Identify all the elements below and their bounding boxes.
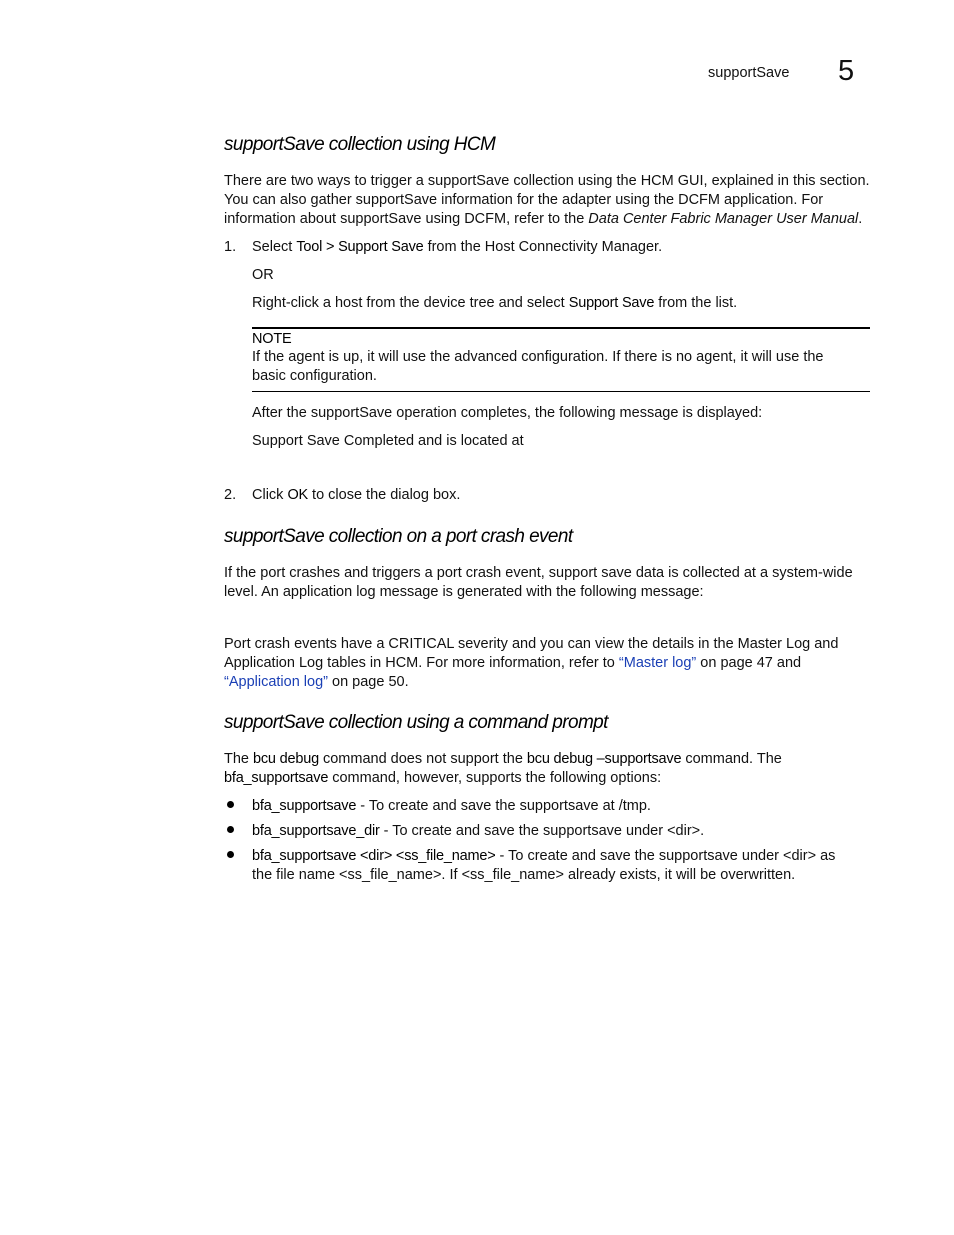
support-save-command: Support Save [568,295,655,311]
port-crash-line-1: If the port crashes and triggers a port crash event, support save data is collected at a system-wide [224,565,853,581]
manual-title: Data Center Fabric Manager User Manual [588,211,859,227]
chapter-number: 5 [838,55,855,87]
after-text: After the supportSave operation completes, the following message is displayed: [252,405,763,421]
bullet-command: bfa_supportsave_dir [252,823,380,839]
severity-line-2: Application Log tables in HCM. For more information, refer to “Master log” on page 47 and [224,655,802,671]
running-title: supportSave [708,65,790,81]
port-crash-line-2: level. An application log message is generated with the following message: [224,584,704,600]
command-intro-line-1: The bcu debug command does not support the bcu debug –supportsave command. The [224,751,782,767]
severity-line-1: Port crash events have a CRITICAL severity and you can view the details in the Master Log and [224,636,839,652]
command-intro-line-2: bfa_supportsave command, however, supports the following options: [224,770,662,786]
step-2-number: 2. [224,487,237,503]
bullet-command: bfa_supportsave <dir> <ss_file_name> [252,848,496,864]
bcu-debug-command: bcu debug [253,751,319,767]
bullet-marker [227,801,234,808]
intro-line-1: There are two ways to trigger a supportSave collection using the HCM GUI, explained in this section. [224,173,870,189]
or-text: OR [252,267,274,283]
step-1-number: 1. [224,239,237,255]
bcu-debug-supportsave-command: bcu debug –supportsave [526,751,682,767]
section-heading-port-crash: supportSave collection on a port crash event [224,526,573,547]
bullet-item: bfa_supportsave_dir - To create and save the supportsave under <dir>. [252,823,705,839]
intro-line-2: You can also gather supportSave information for the adapter using the DCFM application. For [224,192,824,208]
note-line-2: basic configuration. [252,368,377,384]
step-2-text: Click OK to close the dialog box. [252,487,461,503]
step-1-text: Select Tool > Support Save from the Host Connectivity Manager. [252,239,663,255]
right-click-text: Right-click a host from the device tree and select Support Save from the list. [252,295,738,311]
ok-command: OK [287,487,309,503]
bullet-item-continuation: the file name <ss_file_name>. If <ss_file_name> already exists, it will be overwritten. [252,867,796,883]
bullet-item: bfa_supportsave - To create and save the supportsave at /tmp. [252,798,651,814]
master-log-link[interactable]: “Master log” [618,655,697,671]
note-label: NOTE [252,331,292,347]
section-heading-command-prompt: supportSave collection using a command prompt [224,712,608,733]
severity-line-3: “Application log” on page 50. [224,674,409,690]
bfa-supportsave-command: bfa_supportsave [224,770,329,786]
bullet-marker [227,851,234,858]
tool-support-save-command: Tool > Support Save [296,239,424,255]
note-bottom-rule [252,391,870,392]
section-heading-hcm: supportSave collection using HCM [224,134,496,155]
note-line-1: If the agent is up, it will use the advanced configuration. If there is no agent, it will use the [252,349,824,365]
bullet-command: bfa_supportsave [252,798,357,814]
bullet-marker [227,826,234,833]
note-top-rule [252,327,870,329]
bullet-item: bfa_supportsave <dir> <ss_file_name> - To create and save the supportsave under <dir> as [252,848,836,864]
application-log-link[interactable]: “Application log” [224,674,328,690]
completion-message: Support Save Completed and is located at [252,433,524,449]
intro-line-3: information about supportSave using DCFM, refer to the Data Center Fabric Manager User Manual. [224,211,863,227]
